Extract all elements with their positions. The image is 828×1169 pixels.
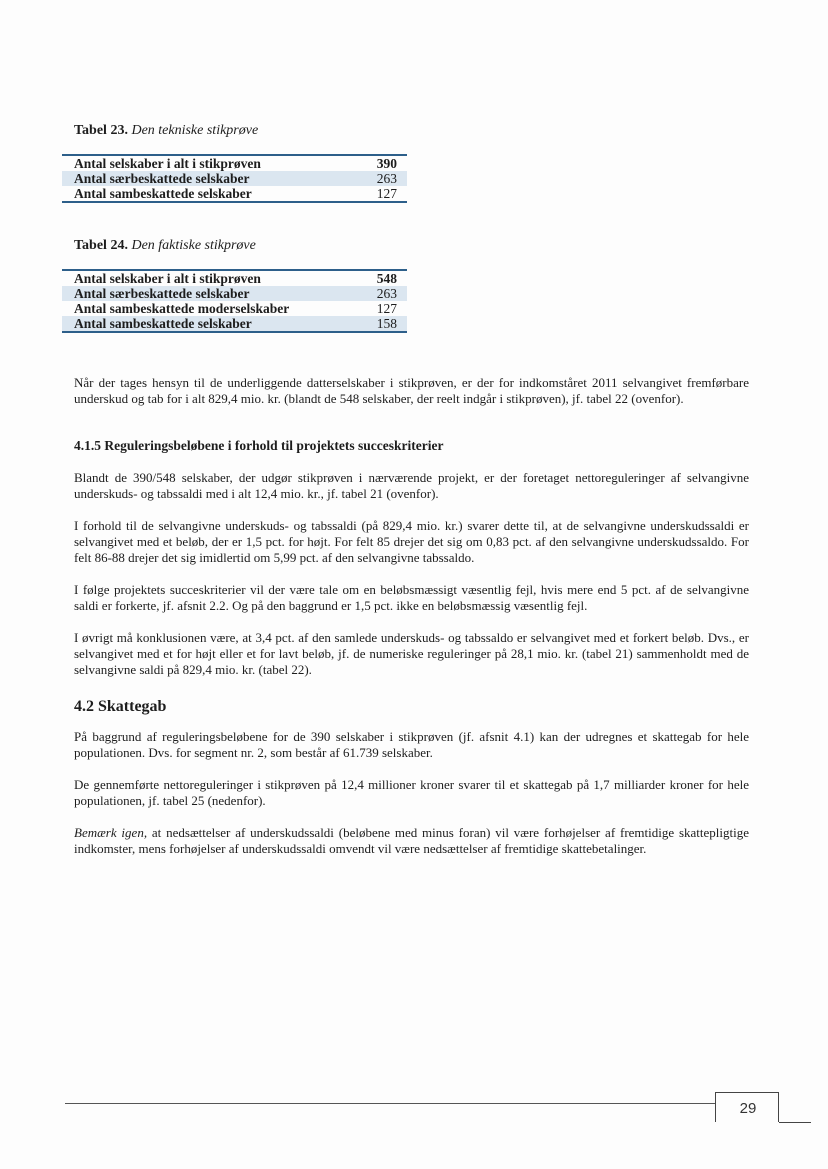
table-23-caption-title: Den tekniske stikprøve [131,123,259,138]
table-row [62,155,407,171]
table-cell-label: Antal særbeskattede selskaber [62,171,345,186]
table-row [62,186,407,202]
paragraph-percentages: I forhold til de selvangivne underskuds- og tabssaldi (på 829,4 mio. kr.) svarer dette til, at de selvangivne underskudssaldi er selvangivet med et beløb, der er 1,5 pct. for højt. For felt 85 drejer det sig om 0,83 pct. af den selvangivne underskudssaldo. For felt 86-88 drejer det sig imidlertid om 5,99 pct. af den selvangivne tabssaldo. [74,518,749,565]
table-cell-value: 263 [345,286,407,301]
table-24-caption-title: Den faktiske stikprøve [131,238,256,253]
table-row [62,286,407,301]
paragraph-tax-gap-basis: På baggrund af reguleringsbeløbene for de 390 selskaber i stikprøven (jf. afsnit 4.1) kan der udregnes et skattegab for hele populationen. Dvs. for segment nr. 2, som består af 61.739 selskaber. [74,729,749,760]
table-24 [62,269,407,333]
footer-rule [65,1103,715,1104]
table-row [62,171,407,186]
note-text: at nedsættelser af underskudssaldi (beløbene med minus foran) vil være forhøjelser af fremtidige skattepligtige indkomster, mens forhøjelser af underskudssaldi omvendt vil være nedsættelser af fremtidige skattebetalinger. [74,825,750,856]
paragraph-note [74,825,749,857]
table-cell-value: 263 [345,171,407,186]
table-cell-label: Antal sambeskattede moderselskaber [74,300,290,316]
paragraph-conclusion: I øvrigt må konklusionen være, at 3,4 pct. af den samlede underskuds- og tabssaldo er selvangivet med et forkert beløb. Dvs., er selvangivet med et for højt eller et for lavt beløb, jf. de numeriske reguleringer på 28,1 mio. kr. (tabel 21) sammenholdt med de selvangivne saldi på 829,4 mio. kr. (tabel 22). [74,630,749,677]
section-heading-4-2: 4.2 Skattegab [74,698,167,715]
table-cell-value: 548 [345,270,407,286]
table-cell-label: Antal sambeskattede selskaber [62,186,345,202]
section-heading-4-1-5: 4.1.5 Reguleringsbeløbene i forhold til projektets succeskriterier [74,438,444,453]
table-23 [62,154,407,203]
table-cell-label: Antal selskaber i alt i stikprøven [62,155,345,171]
table-cell-label: Antal særbeskattede selskaber [62,286,345,301]
table-23-caption [74,123,258,139]
table-23-caption-label: Tabel 23. [74,123,128,138]
table-row [62,301,407,316]
page-number: 29 [739,1100,757,1117]
note-emphasis: Bemærk igen, [74,825,148,840]
paragraph-intro: Når der tages hensyn til de underliggende datterselskaber i stikprøven, er der for indkomståret 2011 selvangivet fremførbare underskud og tab for i alt 829,4 mio. kr. (blandt de 548 selskaber, der reelt indgår i stikprøven), jf. tabel 22 (ovenfor). [74,375,749,406]
table-cell-value: 127 [376,300,397,316]
table-cell-label: Antal selskaber i alt i stikprøven [62,270,345,286]
table-cell-value: 158 [345,316,407,332]
table-row [62,270,407,286]
table-cell-value: 390 [345,155,407,171]
footer-rule-tail [779,1122,811,1123]
table-cell-label: Antal sambeskattede selskaber [62,316,345,332]
paragraph-tax-gap-result: De gennemførte nettoreguleringer i stikprøven på 12,4 millioner kroner svarer til et skattegab på 1,7 milliarder kroner for hele populationen, jf. tabel 25 (nedenfor). [74,777,749,808]
table-cell-value: 127 [345,186,407,202]
table-24-caption [74,238,256,254]
paragraph-success-criteria: I følge projektets succeskriterier vil der være tale om en beløbsmæssigt væsentlig fejl, hvis mere end 5 pct. af de selvangivne saldi er forkerte, jf. afsnit 2.2. Og på den baggrund er 1,5 pct. ikke en beløbsmæssig væsentlig fejl. [74,582,749,613]
table-24-caption-label: Tabel 24. [74,238,128,253]
table-row [62,316,407,332]
paragraph-sample-regulations: Blandt de 390/548 selskaber, der udgør stikprøven i nærværende projekt, er der foretaget nettoreguleringer af selvangivne underskuds- og tabssaldi med i alt 12,4 mio. kr., jf. tabel 21 (ovenfor). [74,470,749,501]
